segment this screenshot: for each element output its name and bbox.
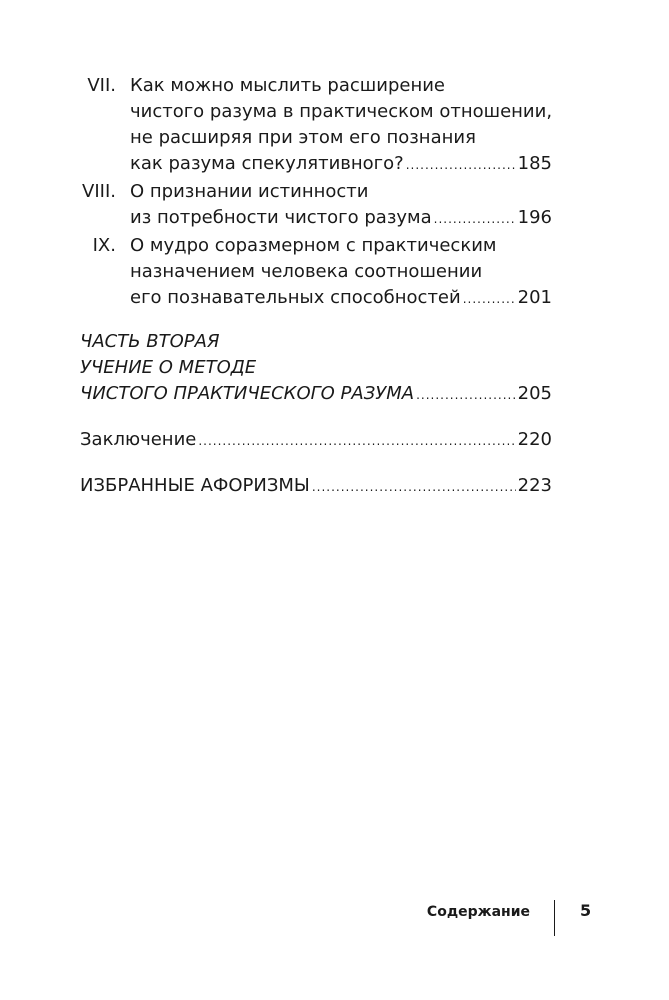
dot-leader: [434, 207, 516, 230]
dot-leader: [416, 383, 516, 406]
toc-entry-line: О мудро соразмерном с практическим: [130, 235, 497, 256]
part-heading-line: ЧАСТЬ ВТОРАЯ: [80, 331, 220, 352]
toc-entry-leader-row: [130, 286, 552, 310]
toc-aphorisms: [80, 474, 552, 498]
part-heading-line: УЧЕНИЕ О МЕТОДЕ: [80, 357, 257, 378]
toc-conclusion-page-number: 220: [517, 429, 552, 450]
toc-entry-line: назначением человека соотношении: [130, 261, 483, 282]
dot-leader: [463, 287, 516, 310]
toc-conclusion-label: Заключение: [80, 429, 197, 450]
toc-conclusion: [80, 428, 552, 452]
toc-part-two-page-number: 205: [517, 383, 552, 404]
dot-leader: [406, 153, 516, 176]
toc-entry-line: из потребности чистого разума: [130, 207, 432, 228]
toc-part-two-leader-row: [80, 382, 552, 406]
dot-leader: [198, 429, 515, 452]
toc-entry-page-number: 201: [517, 287, 552, 308]
dot-leader: [312, 475, 516, 498]
footer-divider: [554, 900, 555, 936]
toc-entry-leader-row: [130, 206, 552, 230]
part-heading-line: ЧИСТОГО ПРАКТИЧЕСКОГО РАЗУМА: [80, 383, 415, 404]
toc-aphorisms-label: ИЗБРАННЫЕ АФОРИЗМЫ: [80, 475, 310, 496]
toc-entry-numeral: IX.: [92, 235, 116, 256]
toc-entry-leader-row: [130, 152, 552, 176]
page-number: 5: [580, 901, 592, 920]
toc-entry-page-number: 185: [517, 153, 552, 174]
running-footer-section: Содержание: [426, 904, 530, 920]
toc-entry-line: Как можно мыслить расширение: [130, 75, 445, 96]
toc-entry-page-number: 196: [517, 207, 552, 228]
toc-entry-numeral: VIII.: [82, 181, 116, 202]
toc-entry-line: как разума спекулятивного?: [130, 153, 404, 174]
toc-entry-line: чистого разума в практическом отношении,: [130, 101, 553, 122]
toc-aphorisms-page-number: 223: [517, 475, 552, 496]
toc-entry-line: О признании истинности: [130, 181, 369, 202]
toc-entry-line: его познавательных способностей: [130, 287, 461, 308]
toc-entry-numeral: VII.: [87, 75, 116, 96]
toc-entry-line: не расширяя при этом его познания: [130, 127, 476, 148]
